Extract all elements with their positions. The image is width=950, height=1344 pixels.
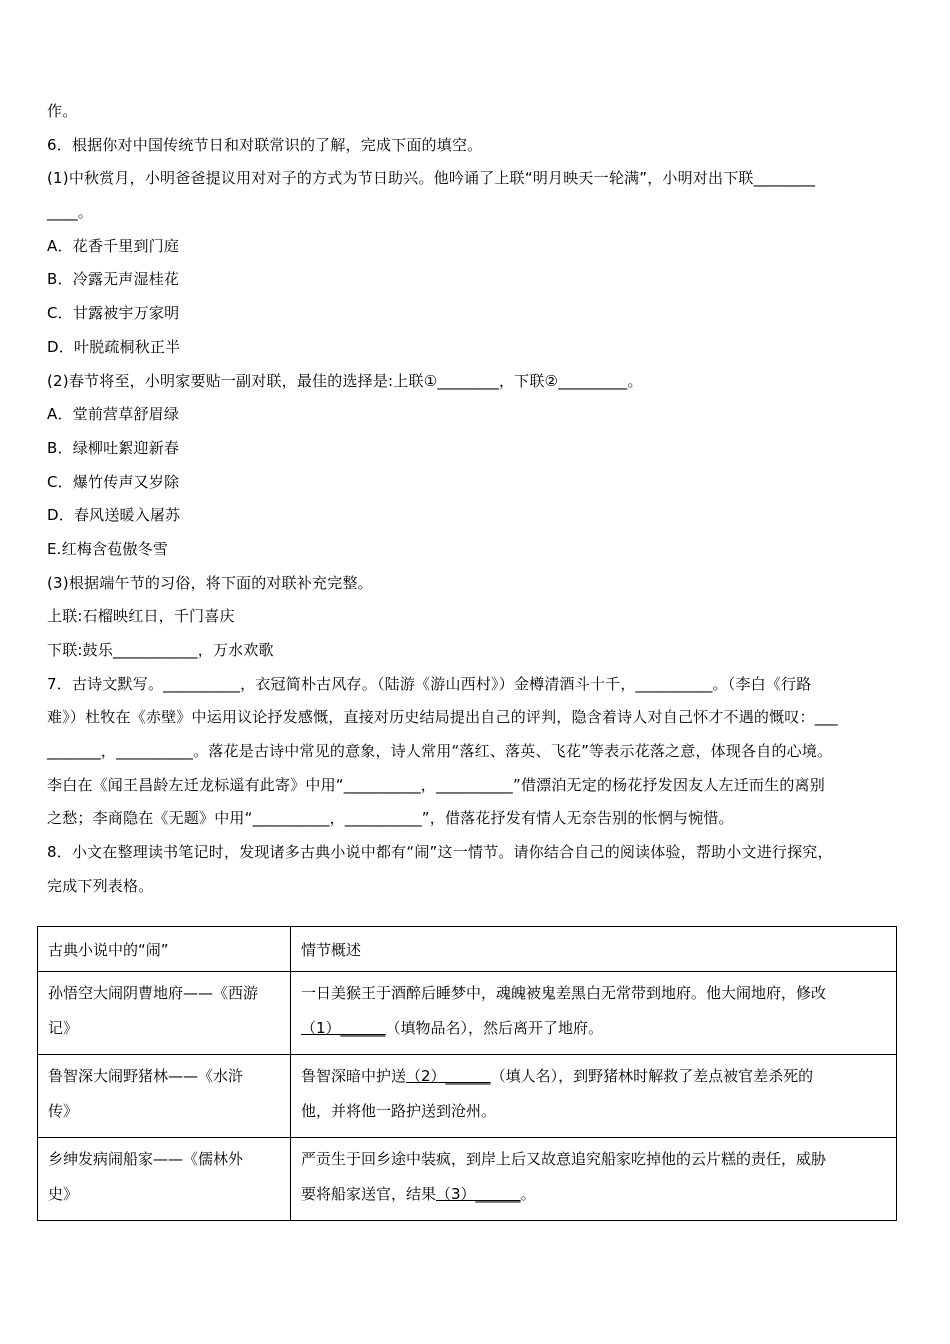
cell-line: 他，并将他一路护送到沧州。 xyxy=(301,1102,497,1120)
text-line: (3)根据端午节的习俗，将下面的对联补充完整。 xyxy=(47,573,373,592)
document-body xyxy=(47,95,917,904)
cell-line: 一日美猴王于酒醉后睡梦中，魂魄被鬼差黑白无常带到地府。他大闹地府，修改 xyxy=(301,984,827,1002)
novel-cell xyxy=(38,1055,291,1138)
cell-line: 严贡生于回乡途中装疯，到岸上后又故意追究船家吃掉他的云片糕的责任，威胁 xyxy=(301,1150,827,1168)
blank-3: （3）______ xyxy=(436,1185,521,1203)
text-line: (2)春节将至，小明家要贴一副对联，最佳的选择是:上联①________，下联②_________。 xyxy=(47,371,643,390)
question-6-title: 6．根据你对中国传统节日和对联常识的了解，完成下面的填空。 xyxy=(47,135,483,154)
cell-line: 史》 xyxy=(48,1185,79,1203)
text-line: ____。 xyxy=(47,203,94,222)
cell-line: 乡绅发病闹船家——《儒林外 xyxy=(48,1150,244,1168)
question-8: 8．小文在整理读书笔记时，发现诸多古典小说中都有“闹”这一情节。请你结合自己的阅读体验，帮助小文进行探究， xyxy=(47,843,833,862)
table-header-row xyxy=(38,927,897,972)
cell-line: 孙悟空大闹阴曹地府——《西游 xyxy=(48,984,259,1002)
novel-cell xyxy=(38,1138,291,1221)
option-e: E.红梅含苞傲冬雪 xyxy=(47,539,169,558)
cell-line xyxy=(301,1011,886,1046)
cell-text: （填人名），到野猪林时解救了差点被官差杀死的 xyxy=(490,1067,814,1085)
cell-line: 鲁智深大闹野猪林——《水浒 xyxy=(48,1067,244,1085)
plot-table xyxy=(37,926,897,1221)
table-row xyxy=(38,972,897,1055)
option-d: D．叶脱疏桐秋正半 xyxy=(47,337,181,356)
cell-line xyxy=(301,1177,886,1212)
table-row xyxy=(38,1138,897,1221)
text-line: 李白在《闻王昌龄左迁龙标遥有此寄》中用“__________，__________”借漂泊无定的杨花抒发因友人左迁而生的离别 xyxy=(47,775,825,794)
text-line: (1)中秋赏月，小明爸爸提议用对对子的方式为节日助兴。他吟诵了上联“明月映天一轮满”，小明对出下联________ xyxy=(47,169,816,188)
option-b: B．冷露无声湿桂花 xyxy=(47,270,180,289)
cell-text: 鲁智深暗中护送 xyxy=(301,1067,407,1085)
summary-cell xyxy=(291,1055,897,1138)
cell-line xyxy=(301,1059,886,1094)
header-cell: 古典小说中的“闹” xyxy=(38,927,291,972)
summary-cell xyxy=(291,972,897,1055)
option-b: B．绿柳吐絮迎新春 xyxy=(47,438,180,457)
question-7: 7．古诗文默写。__________，衣冠简朴古风存。（陆游《游山西村》）金樽清酒斗十千，__________。（李白《行路 xyxy=(47,674,812,693)
text-line: _______，__________。落花是古诗中常见的意象，诗人常用“落红、落英、飞花”等表示花落之意，体现各自的心境。 xyxy=(47,742,833,761)
option-c: C．甘露被宇万家明 xyxy=(47,304,180,323)
text-line: 作。 xyxy=(47,102,78,120)
text-line: 完成下列表格。 xyxy=(47,876,154,895)
table-row xyxy=(38,1055,897,1138)
text-line: 之愁；李商隐在《无题》中用“__________，__________”，借落花抒发有情人无奈告别的怅惘与惋惜。 xyxy=(47,809,734,828)
option-a: A．堂前营草舒眉绿 xyxy=(47,405,180,424)
cell-text: 。 xyxy=(520,1185,536,1203)
novel-cell xyxy=(38,972,291,1055)
header-cell: 情节概述 xyxy=(291,927,897,972)
text-line: 上联:石榴映红日，千门喜庆 xyxy=(47,607,235,626)
cell-line: 传》 xyxy=(48,1102,79,1120)
blank-2: （2）______ xyxy=(406,1067,491,1085)
cell-line: 记》 xyxy=(48,1019,79,1037)
option-a: A．花香千里到门庭 xyxy=(47,236,180,255)
summary-cell xyxy=(291,1138,897,1221)
cell-text: 要将船家送官，结果 xyxy=(301,1185,437,1203)
option-c: C．爆竹传声又岁除 xyxy=(47,472,180,491)
cell-text: （填物品名），然后离开了地府。 xyxy=(385,1019,604,1037)
text-line: 难》）杜牧在《赤壁》中运用议论抒发感慨，直接对历史结局提出自己的评判，隐含着诗人对自己怀才不遇的慨叹：___ xyxy=(47,708,838,727)
blank-1: （1）______ xyxy=(301,1019,386,1037)
option-d: D．春风送暖入屠苏 xyxy=(47,506,181,525)
text-line: 下联:鼓乐___________，万水欢歌 xyxy=(47,641,274,659)
